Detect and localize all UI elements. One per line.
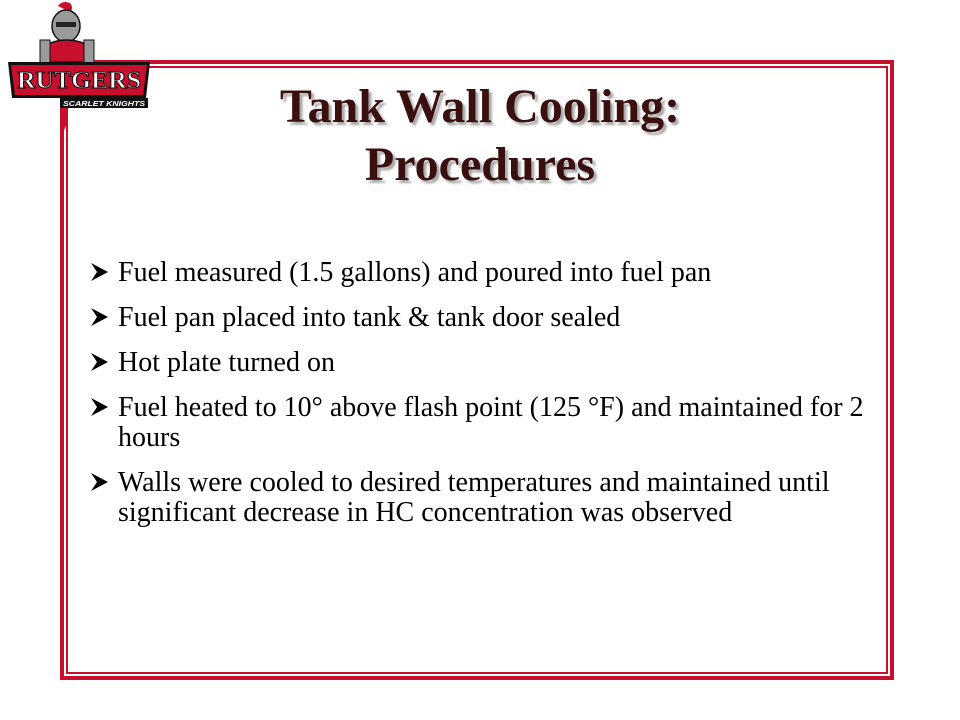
logo-wordmark: RUTGERS bbox=[17, 68, 141, 94]
arrow-bullet-icon bbox=[88, 396, 110, 418]
arrow-bullet-icon bbox=[88, 471, 110, 493]
bullet-item bbox=[88, 393, 868, 453]
bullet-item bbox=[88, 303, 868, 333]
bullet-text: Fuel pan placed into tank & tank door sealed bbox=[118, 302, 621, 333]
bullet-item bbox=[88, 258, 868, 288]
bullet-text: Fuel heated to 10° above flash point (125 °F) and maintained for 2 hours bbox=[118, 392, 864, 453]
title-line-1: Tank Wall Cooling: bbox=[279, 80, 681, 133]
bullet-item bbox=[88, 348, 868, 378]
bullet-text: Fuel measured (1.5 gallons) and poured into fuel pan bbox=[118, 257, 712, 288]
bullet-text: Hot plate turned on bbox=[118, 347, 335, 378]
logo-tagline: SCARLET KNIGHTS bbox=[63, 101, 146, 108]
bullet-text: Walls were cooled to desired temperatures and maintained until significant decrease in HC concentration was observed bbox=[118, 467, 830, 528]
slide-title bbox=[150, 78, 810, 194]
arrow-bullet-icon bbox=[88, 306, 110, 328]
rutgers-logo bbox=[0, 0, 160, 130]
arrow-bullet-icon bbox=[88, 261, 110, 283]
bullet-list bbox=[88, 258, 868, 543]
bullet-item bbox=[88, 468, 868, 528]
arrow-bullet-icon bbox=[88, 351, 110, 373]
title-line-2: Procedures bbox=[364, 138, 596, 191]
knight-mascot-icon bbox=[0, 0, 160, 130]
